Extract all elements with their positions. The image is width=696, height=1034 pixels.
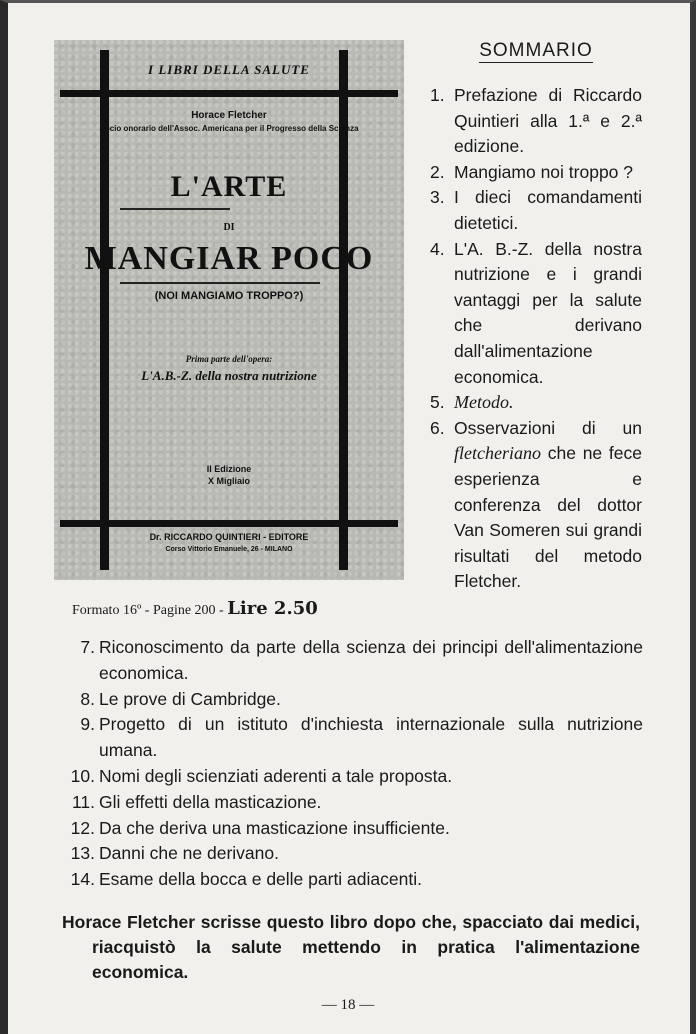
- item-number: 7.: [80, 637, 95, 657]
- item-text-post: che ne fece esperienza e conferenza del dottor Van Someren sui grandi risultati del metodo Fletcher.: [454, 443, 642, 592]
- cover-publisher: Dr. RICCARDO QUINTIERI - EDITORE: [149, 532, 309, 542]
- price: Lire 2.50: [227, 598, 318, 619]
- cover-frame-line: [60, 520, 398, 527]
- cover-title-line2: MANGIAR POCO: [84, 240, 374, 277]
- item-text: Riconoscimento da parte della scienza dei principi dell'alimentazione economica.: [99, 637, 643, 683]
- item-number: 12.: [70, 817, 95, 838]
- sommario-heading: [426, 40, 646, 62]
- item-number: 4.: [430, 238, 445, 259]
- item-number: 2.: [430, 161, 445, 182]
- author-note: [62, 910, 640, 985]
- cover-rule: [120, 208, 230, 210]
- list-item: [63, 867, 643, 893]
- item-text: L'A. B.-Z. della nostra nutrizione e i grandi vantaggi per la salute che derivano dall'alimentazione economica.: [454, 238, 642, 387]
- item-text: Metodo.: [454, 392, 514, 413]
- cover-author-role: Socio onorario dell'Assoc. Americana per il Progresso della Scienza: [99, 124, 359, 133]
- cover-frame-line: [60, 90, 398, 97]
- cover-title-line1: L'ARTE: [170, 170, 288, 203]
- list-item: [63, 687, 643, 713]
- sommario-heading-text: SOMMARIO: [479, 40, 593, 61]
- list-item: [63, 816, 643, 842]
- item-text-pre: Osservazioni di un: [454, 417, 642, 438]
- item-text: Nomi degli scienziati aderenti a tale proposta.: [99, 765, 453, 786]
- list-item: [63, 635, 643, 687]
- list-item: [63, 790, 643, 816]
- summary-list-full: [63, 635, 643, 893]
- item-number: 5.: [430, 392, 445, 413]
- item-number: 6.: [430, 417, 445, 438]
- summary-list-right: [430, 83, 642, 595]
- item-text: Prefazione di Riccardo Quintieri alla 1.ª e 2.ª edizione.: [454, 85, 642, 157]
- item-text: Esame della bocca e delle parti adiacenti.: [99, 869, 422, 890]
- cover-title-di: DI: [223, 222, 235, 233]
- list-item: [430, 83, 642, 160]
- cover-part-note: Prima parte dell'opera:: [185, 354, 273, 364]
- cover-thousand: X Migliaio: [207, 476, 250, 486]
- cover-edition: II Edizione: [206, 464, 252, 474]
- item-text: Mangiamo noi troppo ?: [454, 161, 633, 182]
- item-text: I dieci comandamenti dietetici.: [454, 187, 642, 233]
- item-text: Danni che ne derivano.: [99, 843, 279, 864]
- book-cover-image: [54, 40, 404, 580]
- item-number: 1.: [430, 85, 445, 105]
- list-item: [63, 841, 643, 867]
- list-item: [430, 237, 642, 391]
- item-number: 11.: [71, 791, 95, 812]
- cover-address: Corso Vittorio Emanuele, 26 - MILANO: [165, 546, 293, 553]
- item-number: 9.: [80, 714, 95, 735]
- cover-part-title: L'A.B.-Z. della nostra nutrizione: [141, 368, 317, 383]
- cover-subtitle: (NOI MANGIAMO TROPPO?): [154, 290, 304, 302]
- list-item: [63, 712, 643, 764]
- item-text-em: fletcheriano: [454, 443, 541, 464]
- list-item: [430, 185, 642, 236]
- item-number: 13.: [70, 843, 95, 864]
- cover-series: I LIBRI DELLA SALUTE: [148, 62, 310, 77]
- list-item: [430, 390, 642, 416]
- page-number: — 18 —: [321, 997, 375, 1013]
- author-note-text: Horace Fletcher scrisse questo libro dopo che, spacciato dai medici, riacquistò la salute mettendo in pratica l'alimentazione economica.: [62, 912, 640, 982]
- item-number: 10.: [70, 765, 95, 786]
- item-text: Progetto di un istituto d'inchiesta internazionale sulla nutrizione umana.: [99, 714, 643, 761]
- item-text: Da che deriva una masticazione insufficiente.: [99, 817, 450, 838]
- list-item: [430, 160, 642, 186]
- item-number: 3.: [430, 187, 445, 208]
- cover-author: Horace Fletcher: [191, 110, 267, 121]
- item-number: 8.: [80, 688, 95, 709]
- cover-rule: [120, 282, 320, 284]
- format-line: [72, 598, 412, 619]
- item-text: Gli effetti della masticazione.: [99, 791, 322, 812]
- item-number: 14.: [70, 869, 95, 890]
- list-item: [430, 416, 642, 595]
- item-text: Le prove di Cambridge.: [99, 688, 281, 709]
- list-item: [63, 764, 643, 790]
- format-text: Formato 16º - Pagine 200 -: [72, 603, 224, 618]
